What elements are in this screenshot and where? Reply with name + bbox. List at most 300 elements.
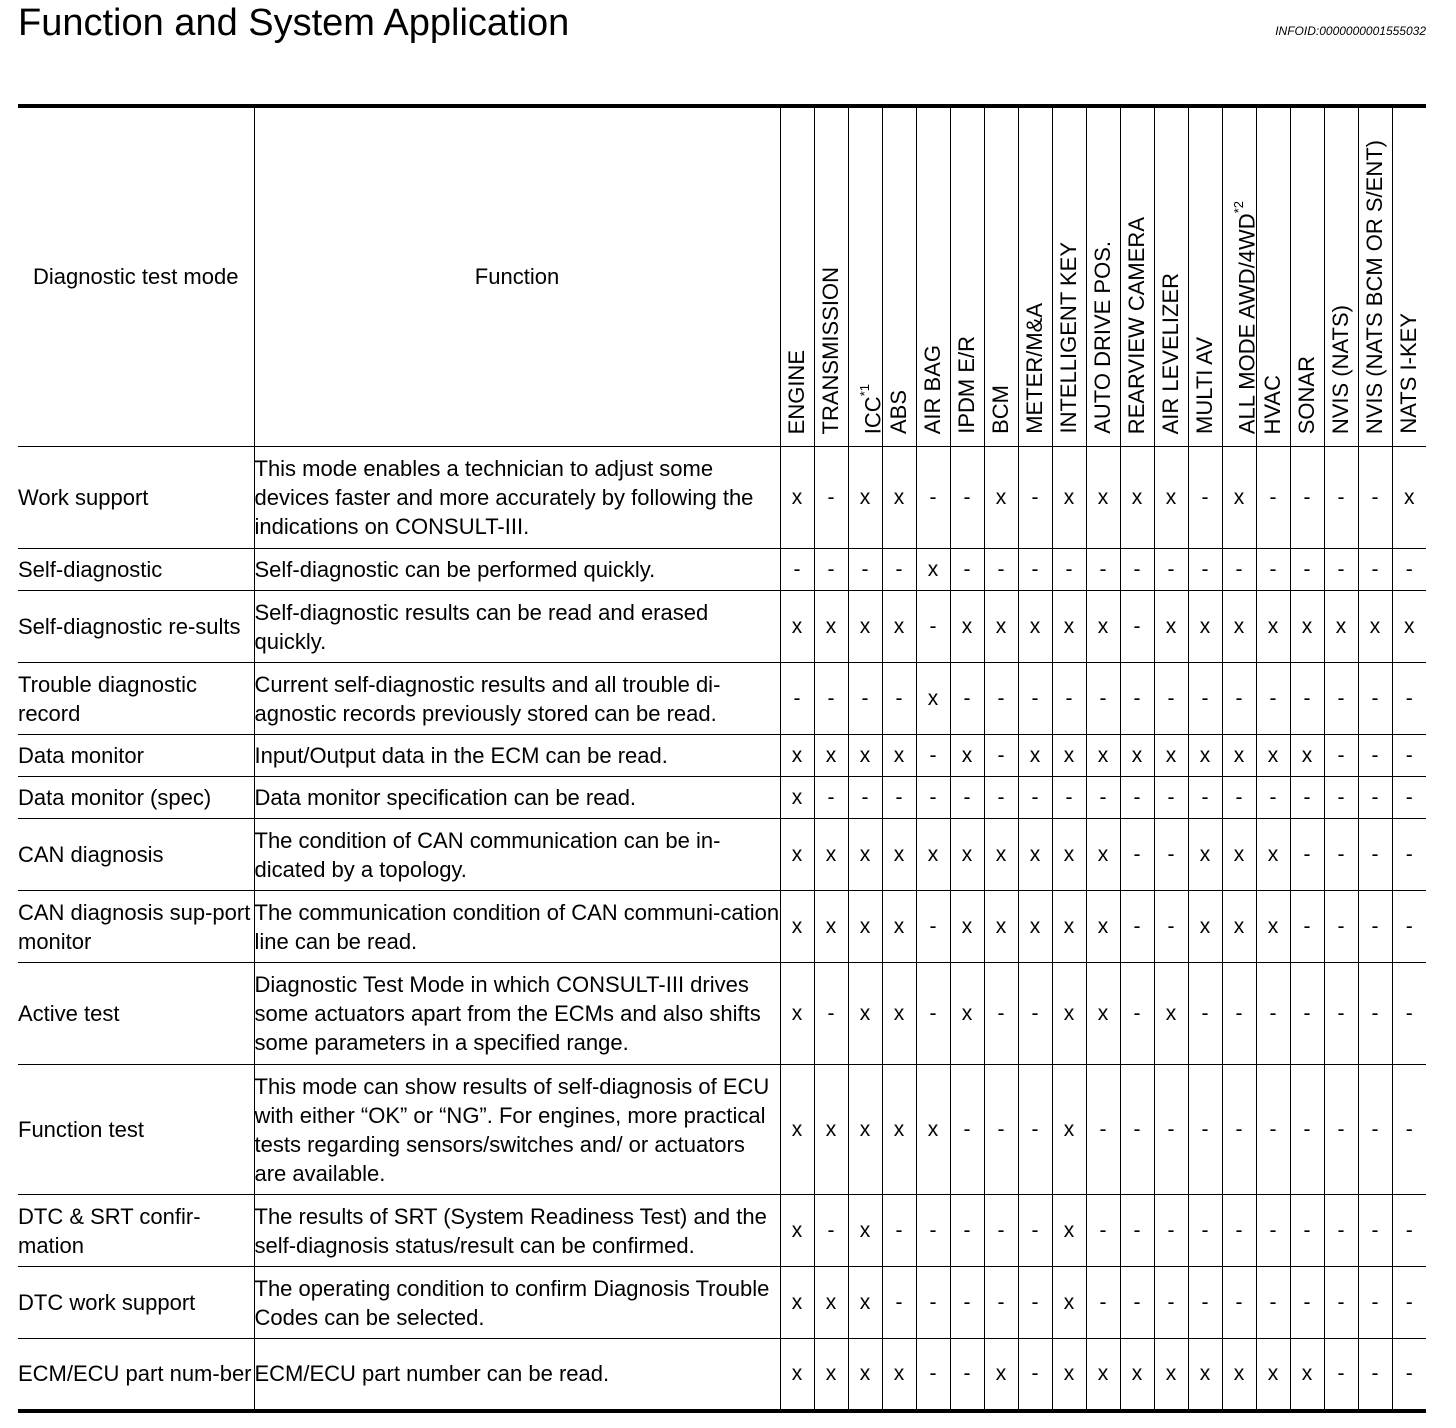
applicability-cell: x: [1018, 735, 1052, 777]
applicability-cell: x: [916, 663, 950, 735]
system-label: AUTO DRIVE POS.: [1090, 241, 1115, 434]
applicability-cell: -: [1290, 549, 1324, 591]
function-description-cell: Data monitor specification can be read.: [254, 777, 780, 819]
system-label: MULTI AV: [1192, 337, 1217, 434]
applicability-cell: x: [814, 1339, 848, 1411]
applicability-cell: x: [1154, 735, 1188, 777]
applicability-cell: -: [1358, 777, 1392, 819]
applicability-cell: -: [780, 549, 814, 591]
applicability-cell: x: [1256, 891, 1290, 963]
system-column-header: [1324, 106, 1358, 447]
applicability-cell: x: [1120, 447, 1154, 549]
applicability-cell: -: [848, 777, 882, 819]
mode-column-header: Diagnostic test mode: [18, 106, 254, 447]
applicability-cell: x: [882, 735, 916, 777]
applicability-cell: x: [848, 447, 882, 549]
function-description-cell: Input/Output data in the ECM can be read.: [254, 735, 780, 777]
applicability-cell: -: [1120, 777, 1154, 819]
applicability-cell: -: [1290, 1267, 1324, 1339]
applicability-cell: -: [984, 963, 1018, 1065]
applicability-cell: -: [1222, 1195, 1256, 1267]
applicability-cell: x: [814, 891, 848, 963]
applicability-cell: x: [1154, 447, 1188, 549]
applicability-cell: x: [780, 1065, 814, 1195]
applicability-cell: x: [984, 819, 1018, 891]
applicability-cell: x: [984, 891, 1018, 963]
applicability-cell: x: [1086, 735, 1120, 777]
system-column-header: [1222, 106, 1259, 447]
applicability-cell: -: [882, 663, 916, 735]
applicability-cell: -: [1052, 777, 1086, 819]
applicability-cell: x: [848, 891, 882, 963]
applicability-cell: x: [882, 891, 916, 963]
applicability-cell: -: [1222, 663, 1256, 735]
system-column-header: [882, 106, 916, 447]
applicability-cell: -: [1324, 777, 1358, 819]
applicability-cell: -: [1154, 891, 1188, 963]
table-header-row: [18, 106, 1426, 447]
applicability-cell: -: [780, 663, 814, 735]
applicability-cell: -: [1324, 891, 1358, 963]
table-row: [18, 819, 1426, 891]
applicability-cell: -: [1154, 1267, 1188, 1339]
applicability-cell: x: [1018, 819, 1052, 891]
applicability-cell: -: [1324, 735, 1358, 777]
system-label: IPDM E/R: [954, 336, 979, 434]
applicability-cell: x: [984, 591, 1018, 663]
applicability-cell: x: [848, 735, 882, 777]
applicability-cell: -: [916, 963, 950, 1065]
applicability-cell: -: [1358, 1065, 1392, 1195]
diagnostic-mode-cell: Function test: [18, 1065, 254, 1195]
applicability-cell: x: [1086, 891, 1120, 963]
applicability-cell: x: [1052, 1339, 1086, 1411]
applicability-cell: -: [1324, 1065, 1358, 1195]
applicability-cell: x: [1154, 1339, 1188, 1411]
applicability-cell: -: [1120, 663, 1154, 735]
applicability-cell: x: [1086, 1339, 1120, 1411]
applicability-cell: -: [1188, 447, 1222, 549]
applicability-cell: -: [916, 735, 950, 777]
applicability-cell: -: [1120, 591, 1154, 663]
applicability-cell: -: [814, 1195, 848, 1267]
applicability-cell: x: [848, 1065, 882, 1195]
table-row: [18, 1339, 1426, 1411]
applicability-cell: -: [1358, 735, 1392, 777]
applicability-cell: -: [882, 1195, 916, 1267]
applicability-cell: -: [1188, 1195, 1222, 1267]
applicability-cell: -: [1290, 963, 1324, 1065]
applicability-cell: -: [1392, 1339, 1426, 1411]
applicability-cell: x: [1290, 1339, 1324, 1411]
applicability-cell: -: [1392, 963, 1426, 1065]
applicability-cell: -: [1392, 1267, 1426, 1339]
system-column-header: [780, 106, 814, 447]
applicability-cell: x: [780, 591, 814, 663]
applicability-cell: x: [814, 591, 848, 663]
applicability-cell: -: [1188, 1065, 1222, 1195]
applicability-cell: -: [1086, 1195, 1120, 1267]
applicability-cell: x: [882, 447, 916, 549]
applicability-cell: -: [1358, 891, 1392, 963]
applicability-cell: x: [1052, 591, 1086, 663]
function-description-cell: The communication condition of CAN communi-cation line can be read.: [254, 891, 780, 963]
applicability-cell: -: [916, 1195, 950, 1267]
applicability-cell: -: [1154, 1065, 1188, 1195]
applicability-cell: -: [984, 663, 1018, 735]
applicability-cell: -: [1290, 663, 1324, 735]
applicability-cell: -: [916, 1267, 950, 1339]
applicability-cell: -: [848, 549, 882, 591]
applicability-cell: -: [1222, 963, 1256, 1065]
system-column-header: [1018, 106, 1052, 447]
applicability-cell: x: [1188, 735, 1222, 777]
applicability-cell: -: [1392, 819, 1426, 891]
applicability-cell: -: [1324, 819, 1358, 891]
applicability-cell: x: [1052, 1267, 1086, 1339]
applicability-cell: -: [1358, 447, 1392, 549]
applicability-cell: -: [950, 1065, 984, 1195]
applicability-cell: -: [1188, 549, 1222, 591]
applicability-cell: -: [1120, 891, 1154, 963]
function-description-cell: The condition of CAN communication can be in-dicated by a topology.: [254, 819, 780, 891]
applicability-cell: x: [882, 963, 916, 1065]
applicability-cell: x: [984, 1339, 1018, 1411]
applicability-cell: x: [916, 549, 950, 591]
function-description-cell: This mode enables a technician to adjust some devices faster and more accurately by following the indications on CONSULT-III.: [254, 447, 780, 549]
applicability-cell: x: [1052, 819, 1086, 891]
applicability-cell: -: [950, 1339, 984, 1411]
applicability-cell: x: [780, 819, 814, 891]
applicability-cell: x: [814, 1267, 848, 1339]
applicability-cell: x: [1086, 963, 1120, 1065]
applicability-cell: x: [1324, 591, 1358, 663]
applicability-cell: x: [848, 963, 882, 1065]
applicability-cell: x: [1256, 591, 1290, 663]
applicability-cell: -: [984, 549, 1018, 591]
system-label: METER/M&A: [1022, 303, 1047, 434]
diagnostic-mode-cell: Self-diagnostic: [18, 549, 254, 591]
function-system-table: [18, 104, 1426, 1413]
applicability-cell: -: [1358, 1267, 1392, 1339]
applicability-cell: -: [1392, 663, 1426, 735]
applicability-cell: -: [1018, 1339, 1052, 1411]
applicability-cell: -: [1018, 1065, 1052, 1195]
system-label: NVIS (NATS): [1328, 304, 1353, 434]
applicability-cell: -: [1188, 1267, 1222, 1339]
applicability-cell: -: [814, 963, 848, 1065]
applicability-cell: x: [1120, 735, 1154, 777]
applicability-cell: x: [1188, 819, 1222, 891]
applicability-cell: -: [814, 777, 848, 819]
applicability-cell: -: [984, 1065, 1018, 1195]
applicability-cell: -: [1188, 963, 1222, 1065]
applicability-cell: x: [1052, 1065, 1086, 1195]
system-column-header: [984, 106, 1018, 447]
applicability-cell: x: [1052, 447, 1086, 549]
system-label: SONAR: [1294, 355, 1319, 434]
applicability-cell: -: [1392, 735, 1426, 777]
applicability-cell: x: [780, 1195, 814, 1267]
function-description-cell: ECM/ECU part number can be read.: [254, 1339, 780, 1411]
applicability-cell: x: [1222, 447, 1256, 549]
applicability-cell: -: [1392, 1065, 1426, 1195]
system-label: BCM: [988, 385, 1013, 434]
applicability-cell: -: [1392, 777, 1426, 819]
table-row: [18, 735, 1426, 777]
applicability-cell: x: [780, 891, 814, 963]
system-footnote-mark: *2: [1230, 200, 1246, 214]
applicability-cell: -: [916, 1339, 950, 1411]
applicability-cell: -: [984, 1267, 1018, 1339]
system-column-header: [1154, 106, 1188, 447]
system-label: REARVIEW CAMERA: [1124, 216, 1149, 434]
function-description-cell: The results of SRT (System Readiness Test) and the self-diagnosis status/result can be confirmed.: [254, 1195, 780, 1267]
table-row: [18, 963, 1426, 1065]
diagnostic-mode-cell: Data monitor (spec): [18, 777, 254, 819]
applicability-cell: -: [1358, 1339, 1392, 1411]
applicability-cell: -: [1324, 1339, 1358, 1411]
system-column-header: [1188, 106, 1222, 447]
applicability-cell: -: [1222, 549, 1256, 591]
page-title: Function and System Application: [18, 2, 570, 44]
applicability-cell: x: [1222, 1339, 1256, 1411]
applicability-cell: x: [882, 1065, 916, 1195]
system-label: ALL MODE AWD/4WD: [1233, 213, 1259, 434]
diagnostic-mode-cell: Data monitor: [18, 735, 254, 777]
applicability-cell: -: [1324, 447, 1358, 549]
table-row: [18, 1267, 1426, 1339]
applicability-cell: x: [950, 735, 984, 777]
system-label: TRANSMISSION: [818, 266, 843, 434]
function-description-cell: Self-diagnostic can be performed quickly.: [254, 549, 780, 591]
applicability-cell: -: [1018, 1195, 1052, 1267]
applicability-cell: x: [780, 963, 814, 1065]
applicability-cell: -: [1256, 777, 1290, 819]
applicability-cell: x: [814, 1065, 848, 1195]
applicability-cell: x: [950, 891, 984, 963]
applicability-cell: -: [882, 549, 916, 591]
applicability-cell: -: [1256, 1195, 1290, 1267]
applicability-cell: -: [1018, 963, 1052, 1065]
applicability-cell: -: [950, 777, 984, 819]
applicability-cell: -: [916, 777, 950, 819]
applicability-cell: -: [1018, 1267, 1052, 1339]
table-row: [18, 891, 1426, 963]
applicability-cell: x: [916, 1065, 950, 1195]
applicability-cell: x: [1290, 735, 1324, 777]
applicability-cell: x: [1086, 591, 1120, 663]
applicability-cell: x: [1358, 591, 1392, 663]
system-label: NATS I-KEY: [1396, 313, 1422, 434]
applicability-cell: x: [1392, 447, 1426, 549]
applicability-cell: x: [780, 447, 814, 549]
applicability-cell: -: [1120, 1065, 1154, 1195]
applicability-cell: -: [1290, 1065, 1324, 1195]
applicability-cell: -: [814, 663, 848, 735]
system-label: NVIS (NATS BCM OR S/ENT): [1362, 139, 1387, 434]
applicability-cell: -: [1154, 663, 1188, 735]
applicability-cell: -: [950, 549, 984, 591]
applicability-cell: x: [1052, 891, 1086, 963]
system-label: AIR BAG: [920, 344, 945, 434]
applicability-cell: -: [1256, 963, 1290, 1065]
system-column-header: [1290, 106, 1324, 447]
applicability-cell: x: [814, 735, 848, 777]
applicability-cell: x: [1052, 963, 1086, 1065]
applicability-cell: -: [1290, 819, 1324, 891]
applicability-cell: x: [814, 819, 848, 891]
system-label: ICC: [859, 396, 885, 434]
applicability-cell: -: [1290, 777, 1324, 819]
applicability-cell: x: [1086, 447, 1120, 549]
applicability-cell: x: [1052, 735, 1086, 777]
applicability-cell: -: [1290, 447, 1324, 549]
applicability-cell: -: [1256, 663, 1290, 735]
applicability-cell: x: [780, 735, 814, 777]
applicability-cell: -: [1324, 663, 1358, 735]
applicability-cell: x: [780, 777, 814, 819]
applicability-cell: -: [1392, 891, 1426, 963]
applicability-cell: -: [1358, 963, 1392, 1065]
applicability-cell: x: [1392, 591, 1426, 663]
applicability-cell: x: [1188, 1339, 1222, 1411]
applicability-cell: -: [882, 1267, 916, 1339]
applicability-cell: x: [882, 1339, 916, 1411]
applicability-cell: -: [1018, 549, 1052, 591]
diagnostic-mode-cell: Self-diagnostic re-sults: [18, 591, 254, 663]
applicability-cell: -: [1086, 549, 1120, 591]
applicability-cell: x: [882, 591, 916, 663]
applicability-cell: x: [882, 819, 916, 891]
applicability-cell: x: [1018, 591, 1052, 663]
applicability-cell: x: [1018, 891, 1052, 963]
info-id: INFOID:0000000001555032: [1275, 24, 1426, 38]
applicability-cell: -: [950, 663, 984, 735]
applicability-cell: -: [1290, 1195, 1324, 1267]
applicability-cell: x: [848, 1339, 882, 1411]
applicability-cell: x: [1290, 591, 1324, 663]
applicability-cell: -: [1120, 1267, 1154, 1339]
applicability-cell: -: [1324, 549, 1358, 591]
diagnostic-mode-cell: DTC work support: [18, 1267, 254, 1339]
applicability-cell: x: [916, 819, 950, 891]
applicability-cell: x: [780, 1267, 814, 1339]
applicability-cell: -: [984, 777, 1018, 819]
applicability-cell: x: [950, 591, 984, 663]
system-column-header: [1392, 106, 1426, 447]
applicability-cell: x: [1154, 963, 1188, 1065]
system-column-header: [1120, 106, 1154, 447]
applicability-cell: -: [950, 447, 984, 549]
applicability-cell: -: [1256, 447, 1290, 549]
applicability-cell: -: [1120, 819, 1154, 891]
applicability-cell: -: [1256, 1065, 1290, 1195]
function-description-cell: This mode can show results of self-diagnosis of ECU with either “OK” or “NG”. For engines, more practical tests regarding sensors/switches and/ or actuators are available.: [254, 1065, 780, 1195]
applicability-cell: -: [1018, 663, 1052, 735]
applicability-cell: x: [848, 591, 882, 663]
system-label: AIR LEVELIZER: [1158, 272, 1183, 434]
system-column-header: [916, 106, 950, 447]
system-label: ABS: [886, 389, 911, 434]
function-description-cell: Self-diagnostic results can be read and erased quickly.: [254, 591, 780, 663]
applicability-cell: -: [1120, 1195, 1154, 1267]
applicability-cell: -: [1222, 777, 1256, 819]
diagnostic-mode-cell: Trouble diagnostic record: [18, 663, 254, 735]
applicability-cell: -: [1086, 1267, 1120, 1339]
function-description-cell: The operating condition to confirm Diagnosis Trouble Codes can be selected.: [254, 1267, 780, 1339]
applicability-cell: -: [882, 777, 916, 819]
system-footnote-mark: *1: [856, 383, 872, 397]
applicability-cell: x: [1222, 891, 1256, 963]
applicability-cell: -: [1290, 891, 1324, 963]
applicability-cell: -: [1256, 549, 1290, 591]
applicability-cell: -: [1358, 819, 1392, 891]
table-row: [18, 1065, 1426, 1195]
diagnostic-mode-cell: Active test: [18, 963, 254, 1065]
applicability-cell: x: [1222, 819, 1256, 891]
diagnostic-mode-cell: DTC & SRT confir-mation: [18, 1195, 254, 1267]
applicability-cell: x: [1256, 819, 1290, 891]
applicability-cell: -: [1392, 549, 1426, 591]
applicability-cell: -: [950, 1195, 984, 1267]
applicability-cell: -: [916, 447, 950, 549]
applicability-cell: x: [1256, 735, 1290, 777]
applicability-cell: -: [1188, 777, 1222, 819]
table-row: [18, 1195, 1426, 1267]
applicability-cell: x: [950, 819, 984, 891]
applicability-cell: -: [1120, 549, 1154, 591]
system-label: INTELLIGENT KEY: [1056, 242, 1081, 434]
applicability-cell: -: [984, 1195, 1018, 1267]
applicability-cell: x: [1188, 591, 1222, 663]
applicability-cell: -: [1018, 777, 1052, 819]
applicability-cell: x: [848, 1195, 882, 1267]
system-column-header: [848, 106, 885, 447]
applicability-cell: -: [1324, 1195, 1358, 1267]
table-row: [18, 777, 1426, 819]
applicability-cell: x: [1256, 1339, 1290, 1411]
function-description-cell: Diagnostic Test Mode in which CONSULT-III drives some actuators apart from the ECMs and also shifts some parameters in a specified range.: [254, 963, 780, 1065]
applicability-cell: -: [1222, 1065, 1256, 1195]
table-row: [18, 591, 1426, 663]
system-label: HVAC: [1260, 374, 1285, 434]
applicability-cell: -: [1052, 549, 1086, 591]
applicability-cell: x: [848, 1267, 882, 1339]
applicability-cell: -: [1188, 663, 1222, 735]
applicability-cell: -: [1358, 549, 1392, 591]
applicability-cell: x: [780, 1339, 814, 1411]
applicability-cell: -: [1086, 777, 1120, 819]
system-column-header: [1052, 106, 1086, 447]
applicability-cell: x: [1188, 891, 1222, 963]
applicability-cell: x: [1086, 819, 1120, 891]
applicability-cell: -: [916, 891, 950, 963]
applicability-cell: -: [1154, 777, 1188, 819]
applicability-cell: x: [950, 963, 984, 1065]
applicability-cell: -: [1018, 447, 1052, 549]
system-column-header: [814, 106, 848, 447]
applicability-cell: -: [1358, 1195, 1392, 1267]
applicability-cell: -: [1222, 1267, 1256, 1339]
applicability-cell: -: [814, 549, 848, 591]
applicability-cell: -: [950, 1267, 984, 1339]
system-column-header: [950, 106, 984, 447]
diagnostic-mode-cell: CAN diagnosis: [18, 819, 254, 891]
applicability-cell: -: [1392, 1195, 1426, 1267]
applicability-cell: x: [1052, 1195, 1086, 1267]
function-column-header: Function: [254, 106, 780, 447]
